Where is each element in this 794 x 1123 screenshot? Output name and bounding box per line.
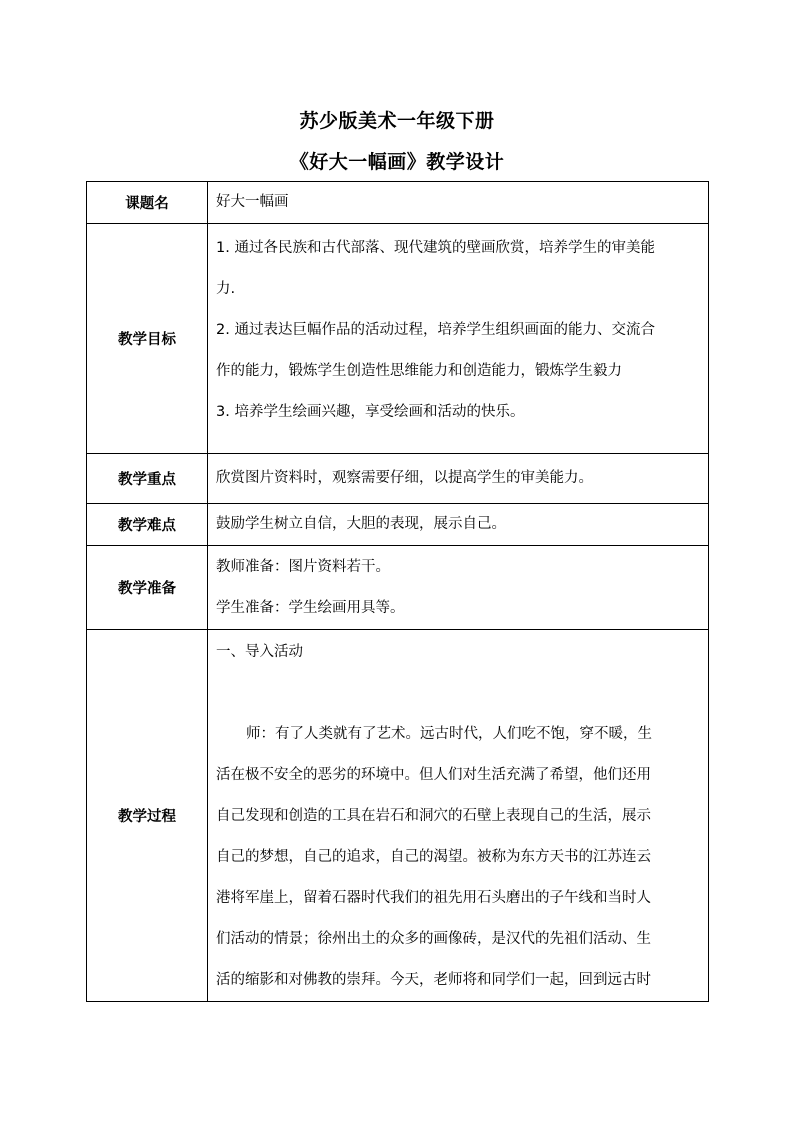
label-difficulties: 教学难点 <box>87 504 208 546</box>
process-line: 自己的梦想，自己的追求，自己的渴望。被称为东方天书的江苏连云 <box>216 849 651 865</box>
label-goals: 教学目标 <box>87 224 208 454</box>
goal-line: 作的能力，锻炼学生创造性思维能力和创造能力，锻炼学生毅力 <box>216 363 622 379</box>
cell-process <box>208 630 709 1002</box>
table-row-difficulties <box>87 504 709 546</box>
goal-line: 2. 通过表达巨幅作品的活动过程，培养学生组织画面的能力、交流合 <box>216 322 655 338</box>
process-line: 活的缩影和对佛教的崇拜。今天，老师将和同学们一起，回到远古时 <box>216 972 651 988</box>
label-preparation: 教学准备 <box>87 546 208 630</box>
process-line: 师：有了人类就有了艺术。远古时代，人们吃不饱，穿不暖，生 <box>246 726 652 742</box>
preparation-line: 教师准备：图片资料若干。 <box>216 558 390 575</box>
process-line: 自己发现和创造的工具在岩石和洞穴的石壁上表现自己的生活，展示 <box>216 808 651 824</box>
process-line: 们活动的情景；徐州出土的众多的画像砖，是汉代的先祖们活动、生 <box>216 931 651 947</box>
process-heading: 一、导入活动 <box>216 644 303 660</box>
cell-difficulties <box>208 504 709 546</box>
document-subtitle: 《好大一幅画》教学设计 <box>289 151 505 173</box>
difficulties-text: 鼓励学生树立自信，大胆的表现，展示自己。 <box>216 516 506 532</box>
cell-topic <box>208 182 709 224</box>
label-key-points: 教学重点 <box>87 454 208 504</box>
cell-key-points <box>208 454 709 504</box>
table-row-topic <box>87 182 709 224</box>
table-row-preparation <box>87 546 709 630</box>
blank-line <box>216 673 700 714</box>
goal-line: 力. <box>216 281 236 297</box>
document-title: 苏少版美术一年级下册 <box>299 110 495 132</box>
preparation-line: 学生准备：学生绘画用具等。 <box>216 599 405 616</box>
goal-line: 1. 通过各民族和古代部落、现代建筑的壁画欣赏，培养学生的审美能 <box>216 240 655 256</box>
table-row-process <box>87 630 709 1002</box>
process-line: 活在极不安全的恶劣的环境中。但人们对生活充满了希望，他们还用 <box>216 767 651 783</box>
lesson-plan-table <box>86 181 709 1002</box>
label-topic: 课题名 <box>87 182 208 224</box>
topic-text: 好大一幅画 <box>216 194 289 210</box>
key-points-text: 欣赏图片资料时，观察需要仔细，以提高学生的审美能力。 <box>216 470 593 486</box>
cell-goals <box>208 224 709 454</box>
cell-preparation <box>208 546 709 630</box>
table-row-key-points <box>87 454 709 504</box>
table-row-goals <box>87 224 709 454</box>
goal-line: 3. 培养学生绘画兴趣，享受绘画和活动的快乐。 <box>216 404 525 420</box>
label-process: 教学过程 <box>87 630 208 1002</box>
process-line: 港将军崖上，留着石器时代我们的祖先用石头磨出的子午线和当时人 <box>216 890 651 906</box>
